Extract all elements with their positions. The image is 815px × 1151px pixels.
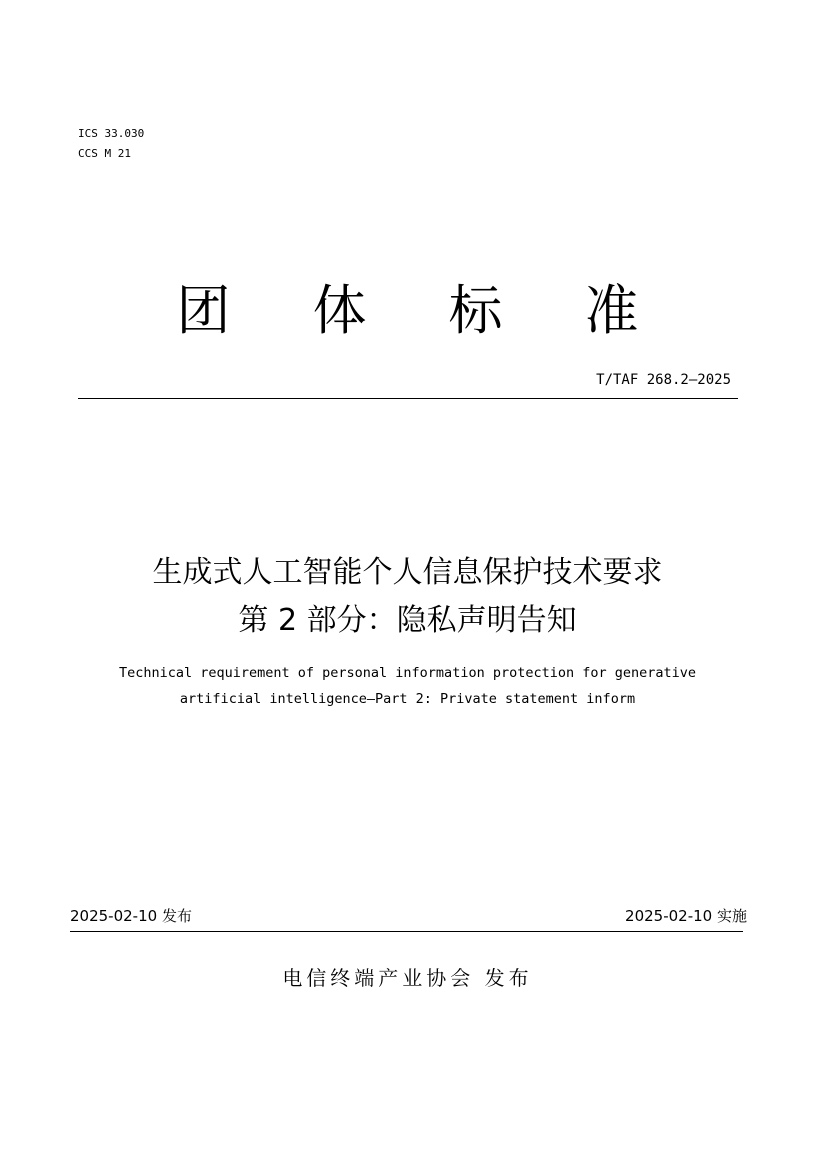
standard-type-heading: 团体标准 (176, 279, 721, 342)
top-divider (78, 398, 738, 399)
classification-codes (78, 124, 144, 164)
english-title (0, 660, 815, 712)
standard-number: T/TAF 268.2—2025 (596, 372, 731, 388)
implementation-date: 2025-02-10 实施 (625, 907, 747, 925)
publisher-line: 电信终端产业协会 发布 (282, 966, 533, 990)
ics-code: ICS 33.030 (78, 127, 145, 140)
english-title-line-2: artificial intelligence—Part 2: Private statement inform (179, 691, 636, 707)
english-title-line-1: Technical requirement of personal information protection for generative (118, 665, 697, 681)
chinese-title-line-1: 生成式人工智能个人信息保护技术要求 (152, 555, 663, 590)
chinese-title-line-2: 第 2 部分：隐私声明告知 (238, 603, 577, 638)
bottom-divider (70, 931, 743, 932)
ccs-code: CCS M 21 (78, 147, 131, 160)
release-date: 2025-02-10 发布 (70, 907, 192, 925)
